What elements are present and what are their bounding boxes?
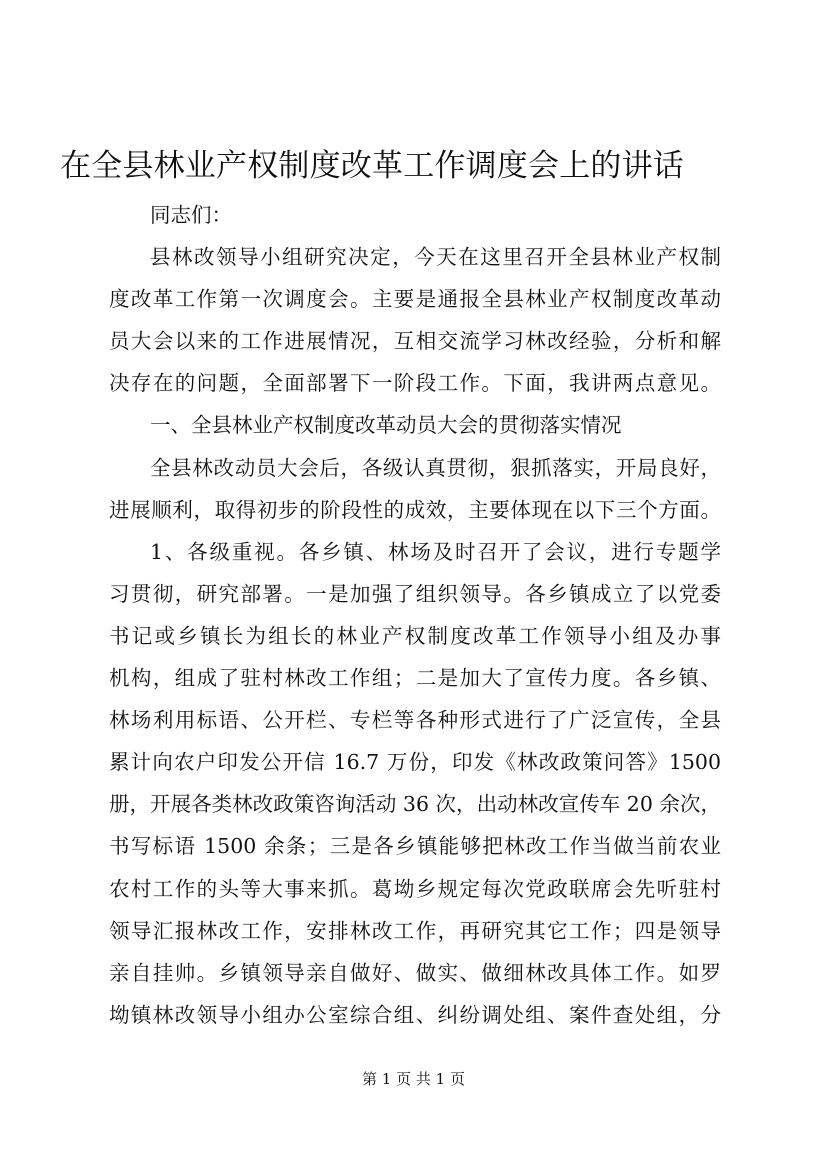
body-line: 农村工作的头等大事来抓。葛坳乡规定每次党政联席会先听驻村 xyxy=(109,876,721,901)
body-line: 一、全县林业产权制度改革动员大会的贯彻落实情况 xyxy=(150,413,622,438)
body-line: 领导汇报林改工作，安排林改工作，再研究其它工作；四是领导 xyxy=(109,918,721,943)
body-line: 亲自挂帅。乡镇领导亲自做好、做实、做细林改具体工作。如罗 xyxy=(109,960,721,985)
body-line: 册，开展各类林改政策咨询活动 36 次，出动林改宣传车 20 余次， xyxy=(109,792,721,817)
body-line: 进展顺利，取得初步的阶段性的成效，主要体现在以下三个方面。 xyxy=(109,497,721,522)
body-line: 书写标语 1500 余条；三是各乡镇能够把林改工作当做当前农业 xyxy=(109,834,721,859)
body-line: 度改革工作第一次调度会。主要是通报全县林业产权制度改革动 xyxy=(109,287,721,312)
body-line: 县林改领导小组研究决定，今天在这里召开全县林业产权制 xyxy=(150,245,721,270)
body-line: 员大会以来的工作进展情况，互相交流学习林改经验，分析和解 xyxy=(109,329,721,354)
body-line: 习贯彻，研究部署。一是加强了组织领导。各乡镇成立了以党委 xyxy=(109,581,721,606)
body-line: 累计向农户印发公开信 16.7 万份，印发《林改政策问答》1500 xyxy=(109,750,721,775)
body-line: 林场利用标语、公开栏、专栏等各种形式进行了广泛宣传，全县 xyxy=(109,708,721,733)
body-line: 1、各级重视。各乡镇、林场及时召开了会议，进行专题学 xyxy=(150,539,721,564)
body-line: 决存在的问题，全面部署下一阶段工作。下面，我讲两点意见。 xyxy=(109,371,721,396)
body-line: 书记或乡镇长为组长的林业产权制度改革工作领导小组及办事 xyxy=(109,623,721,648)
body-line: 同志们： xyxy=(150,203,232,227)
document-body xyxy=(109,194,721,1036)
body-line: 机构，组成了驻村林改工作组；二是加大了宣传力度。各乡镇、 xyxy=(109,666,721,691)
body-line: 坳镇林改领导小组办公室综合组、纠纷调处组、案件查处组，分 xyxy=(109,1002,721,1027)
page-number-footer: 第 1 页 共 1 页 xyxy=(362,1070,465,1088)
body-line: 全县林改动员大会后，各级认真贯彻，狠抓落实，开局良好， xyxy=(150,455,721,480)
document-title: 在全县林业产权制度改革工作调度会上的讲话 xyxy=(60,148,684,184)
